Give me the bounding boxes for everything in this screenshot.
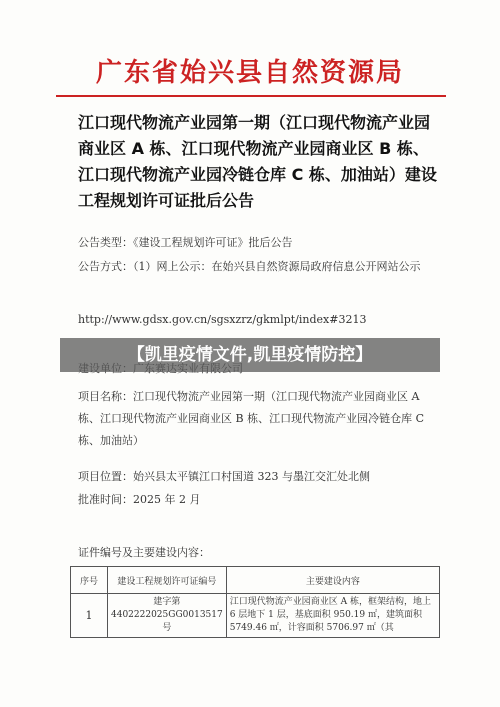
header-content: 主要建设内容 [226,567,439,594]
project-name-value: 江口现代物流产业园第一期（江口现代物流产业园商业区 A 栋、江口现代物流产业园商业区 B 栋、江口现代物流产业园冷链仓库 C 栋、加油站） [78,390,424,447]
table-title: 证件编号及主要建设内容： [78,546,210,559]
notice-type-label: 公告类型： [78,236,133,249]
notice-type [78,232,438,254]
notice-url[interactable]: http://www.gdsx.gov.cn/sgsxzrz/gkmlpt/index#3213 [78,313,367,326]
notice-method-label: 公告方式： [78,260,133,273]
approval-date [78,489,438,511]
project-location [78,466,438,488]
header-seq: 序号 [71,567,108,594]
table-header-row [71,567,440,594]
approval-date-label: 批准时间： [78,493,133,506]
header-permit-code: 建设工程规划许可证编号 [108,567,227,594]
row-content: 江口现代物流产业园商业区 A 栋，框架结构，地上 6 层地下 1 层，基底面积 950.19 ㎡，建筑面积 5749.46 ㎡，计容面积 5706.97 ㎡（其 [226,594,439,638]
row-seq: 1 [71,594,108,638]
agency-header: 广东省始兴县自然资源局 [95,58,404,88]
header-divider [56,95,446,97]
watermark-banner: 【凯里疫情文件,凯里疫情防控】 [60,338,440,372]
project-location-value: 始兴县太平镇江口村国道 323 与墨江交汇处北侧 [133,470,370,483]
notice-method [78,256,438,278]
notice-method-value: （1）网上公示：在始兴县自然资源局政府信息公开网站公示 [133,260,421,273]
table-row [71,594,440,638]
permit-table [70,566,440,638]
project-name-label: 项目名称： [78,390,133,403]
approval-date-value: 2025 年 2 月 [133,493,201,506]
row-permit-code: 建字第 4402222025GG0013517 号 [108,594,227,638]
notice-type-value: 《建设工程规划许可证》批后公告 [133,236,293,249]
project-name [78,386,438,452]
project-location-label: 项目位置： [78,470,133,483]
document-title: 江口现代物流产业园第一期（江口现代物流产业园商业区 A 栋、江口现代物流产业园商业区 B 栋、江口现代物流产业园冷链仓库 C 栋、加油站）建设工程规划许可证批后公告 [78,113,437,210]
